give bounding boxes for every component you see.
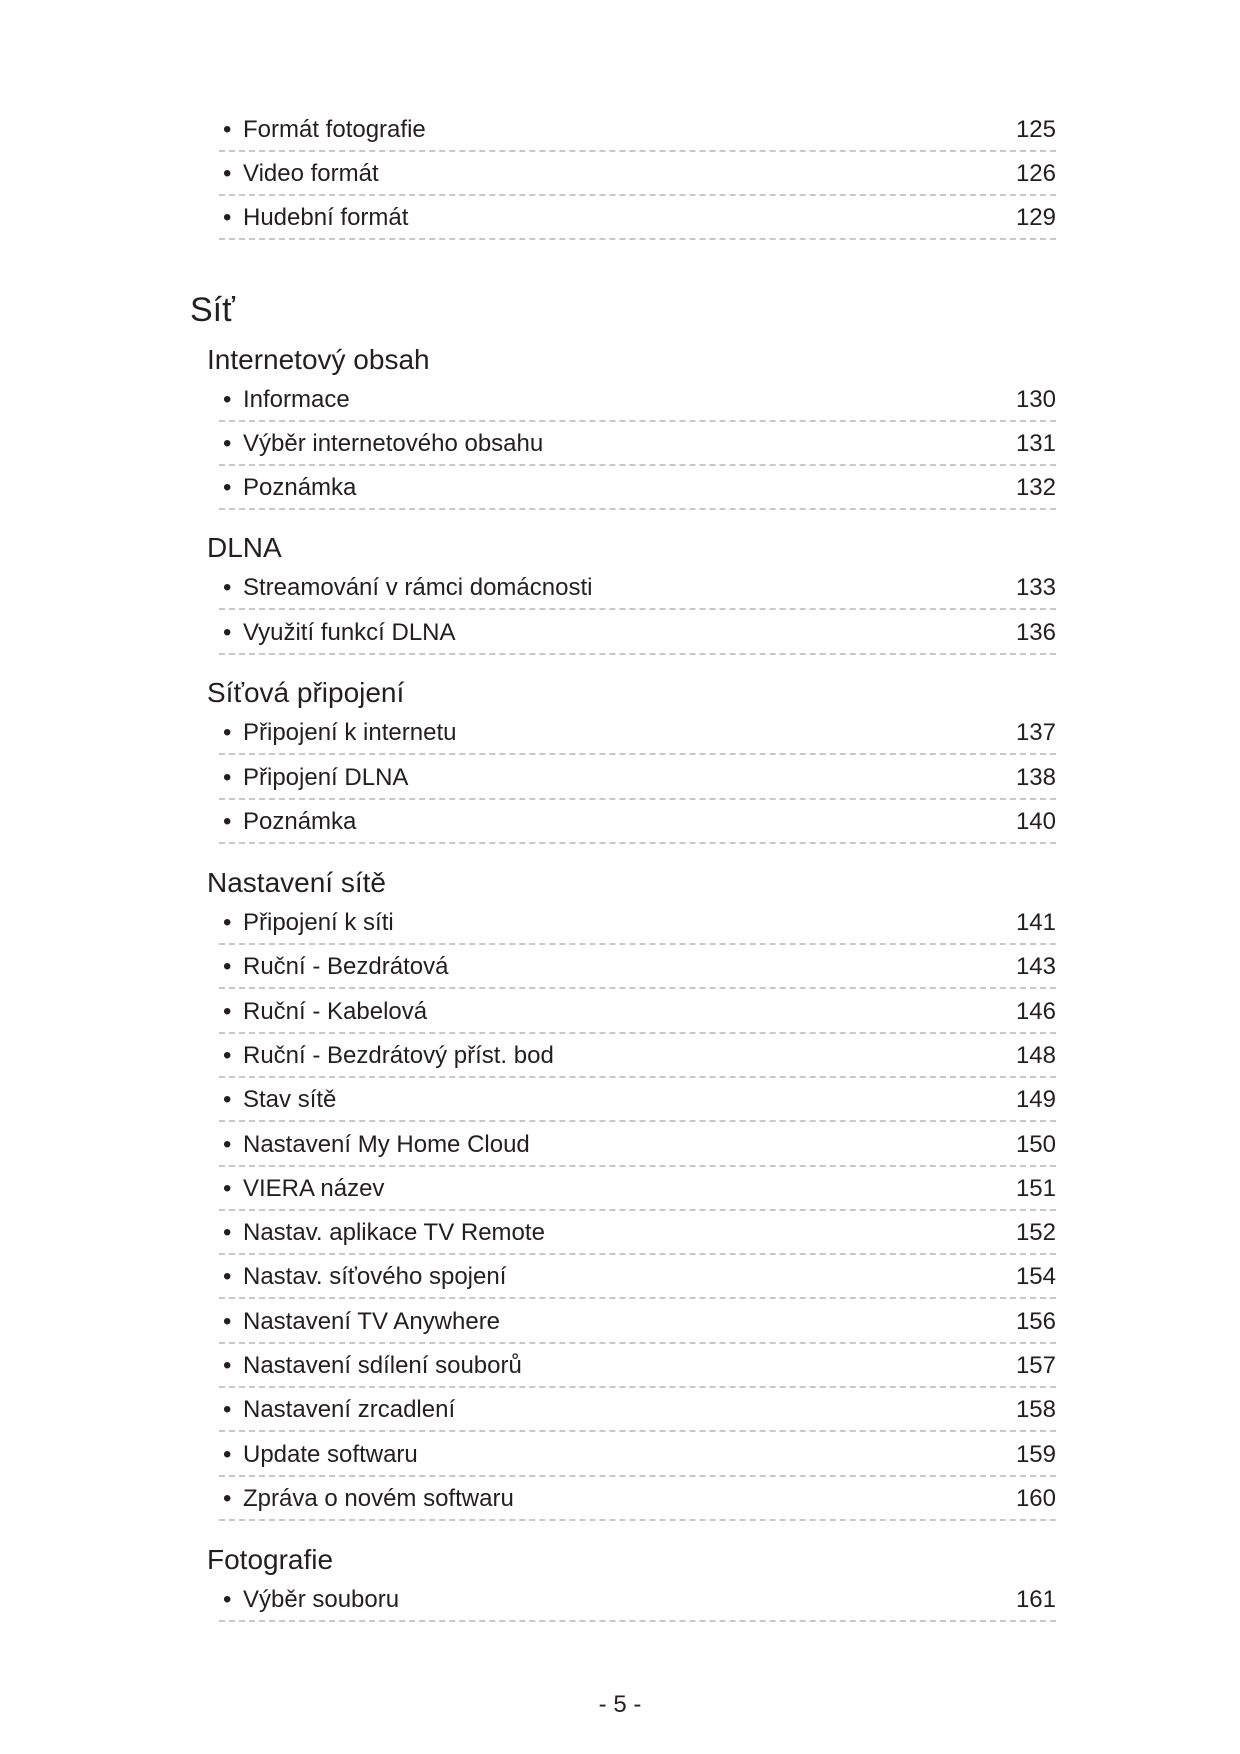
section-title: Internetový obsah [207, 344, 430, 375]
toc-entry[interactable] [219, 800, 1056, 844]
toc-entry-page: 148 [1015, 1042, 1056, 1069]
toc-entry-page: 150 [1015, 1131, 1056, 1158]
section-title: Fotografie [207, 1544, 334, 1575]
toc-entry[interactable] [219, 756, 1056, 800]
toc-entry-page: 131 [1015, 430, 1056, 457]
toc-entry-label: Formát fotografie [243, 116, 426, 143]
bullet: • [223, 1263, 232, 1290]
toc-entry-label: Informace [243, 386, 350, 413]
toc-entry-page: 152 [1015, 1219, 1056, 1246]
bullet: • [223, 1586, 232, 1613]
bullet: • [223, 764, 232, 791]
bullet: • [223, 574, 232, 601]
chapter-title: Síť [190, 291, 235, 329]
bullet: • [223, 808, 232, 835]
bullet: • [223, 474, 232, 501]
toc-entry-label: Nastav. síťového spojení [243, 1263, 507, 1290]
toc-entry[interactable] [219, 466, 1056, 510]
toc-entry-label: Výběr internetového obsahu [243, 430, 544, 457]
toc-entry-page: 129 [1015, 204, 1056, 231]
toc-entry-page: 130 [1015, 386, 1056, 413]
bullet: • [223, 998, 232, 1025]
toc-entry-page: 141 [1015, 909, 1056, 936]
toc-entry-page: 161 [1015, 1586, 1056, 1613]
bullet: • [223, 1219, 232, 1246]
toc-entry[interactable] [219, 945, 1056, 989]
toc-entry[interactable] [219, 1433, 1056, 1477]
bullet: • [223, 1131, 232, 1158]
bullet: • [223, 386, 232, 413]
toc-entry-label: Připojení k internetu [243, 719, 457, 746]
bullet: • [223, 909, 232, 936]
toc-entry-label: Stav sítě [243, 1086, 337, 1113]
bullet: • [223, 116, 232, 143]
toc-entry[interactable] [219, 711, 1056, 755]
toc-entry[interactable] [219, 1211, 1056, 1255]
toc-entry[interactable] [219, 1477, 1056, 1521]
toc-entry-page: 160 [1015, 1485, 1056, 1512]
toc-entry-label: Připojení k síti [243, 909, 394, 936]
bullet: • [223, 953, 232, 980]
toc-entry[interactable] [219, 611, 1056, 655]
bullet: • [223, 1175, 232, 1202]
toc-entry-page: 132 [1015, 474, 1056, 501]
section-title: Nastavení sítě [207, 867, 386, 898]
toc-entry-page: 143 [1015, 953, 1056, 980]
toc-entry[interactable] [219, 1344, 1056, 1388]
toc-entry[interactable] [219, 990, 1056, 1034]
toc-entry-page: 146 [1015, 998, 1056, 1025]
toc-entry[interactable] [219, 196, 1056, 240]
toc-entry-page: 138 [1015, 764, 1056, 791]
bullet: • [223, 1485, 232, 1512]
toc-entry-label: Streamování v rámci domácnosti [243, 574, 593, 601]
toc-entry-page: 137 [1015, 719, 1056, 746]
toc-entry-label: Ruční - Bezdrátová [243, 953, 449, 980]
bullet: • [223, 160, 232, 187]
toc-entry-label: Hudební formát [243, 204, 409, 231]
toc-entry-page: 154 [1015, 1263, 1056, 1290]
toc-entry[interactable] [219, 378, 1056, 422]
page-number: - 5 - [598, 1691, 642, 1718]
toc-entry-label: Ruční - Kabelová [243, 998, 428, 1025]
bullet: • [223, 1441, 232, 1468]
toc-entry[interactable] [219, 1255, 1056, 1299]
bullet: • [223, 1396, 232, 1423]
toc-entry[interactable] [219, 901, 1056, 945]
bullet: • [223, 1042, 232, 1069]
toc-entry[interactable] [219, 1388, 1056, 1432]
bullet: • [223, 1086, 232, 1113]
section-title: Síťová připojení [207, 677, 405, 708]
toc-entry-label: Ruční - Bezdrátový příst. bod [243, 1042, 554, 1069]
toc-entry-page: 159 [1015, 1441, 1056, 1468]
toc-entry[interactable] [219, 566, 1056, 610]
toc-entry[interactable] [219, 108, 1056, 152]
bullet: • [223, 204, 232, 231]
toc-entry-label: Nastavení zrcadlení [243, 1396, 456, 1423]
toc-entry-page: 126 [1015, 160, 1056, 187]
toc-entry-page: 136 [1015, 619, 1056, 646]
toc-entry-label: Poznámka [243, 808, 357, 835]
toc-entry-page: 125 [1015, 116, 1056, 143]
toc-entry-label: Připojení DLNA [243, 764, 409, 791]
toc-entry-label: Nastavení sdílení souborů [243, 1352, 522, 1379]
toc-entry-label: Využití funkcí DLNA [243, 619, 456, 646]
bullet: • [223, 1308, 232, 1335]
toc-entry[interactable] [219, 1300, 1056, 1344]
toc-entry-page: 157 [1015, 1352, 1056, 1379]
toc-entry-page: 133 [1015, 574, 1056, 601]
toc-entry[interactable] [219, 1167, 1056, 1211]
bullet: • [223, 619, 232, 646]
toc-entry-label: Update softwaru [243, 1441, 418, 1468]
toc-entry-page: 158 [1015, 1396, 1056, 1423]
toc-entry-page: 140 [1015, 808, 1056, 835]
toc-entry[interactable] [219, 422, 1056, 466]
toc-entry-label: Nastavení My Home Cloud [243, 1131, 530, 1158]
toc-entry-page: 151 [1015, 1175, 1056, 1202]
toc-entry-label: Nastav. aplikace TV Remote [243, 1219, 545, 1246]
toc-entry-label: VIERA název [243, 1175, 385, 1202]
toc-entry-label: Poznámka [243, 474, 357, 501]
toc-entry[interactable] [219, 1034, 1056, 1078]
bullet: • [223, 1352, 232, 1379]
toc-entry-label: Nastavení TV Anywhere [243, 1308, 501, 1335]
bullet: • [223, 430, 232, 457]
toc-entry[interactable] [219, 1578, 1056, 1622]
toc-entry-label: Zpráva o novém softwaru [243, 1485, 514, 1512]
toc-entry[interactable] [219, 152, 1056, 196]
toc-entry-page: 149 [1015, 1086, 1056, 1113]
section-title: DLNA [207, 532, 282, 563]
toc-entry[interactable] [219, 1078, 1056, 1122]
bullet: • [223, 719, 232, 746]
toc-entry[interactable] [219, 1123, 1056, 1167]
toc-entry-page: 156 [1015, 1308, 1056, 1335]
toc-entry-label: Výběr souboru [243, 1586, 400, 1613]
toc-entry-label: Video formát [243, 160, 379, 187]
